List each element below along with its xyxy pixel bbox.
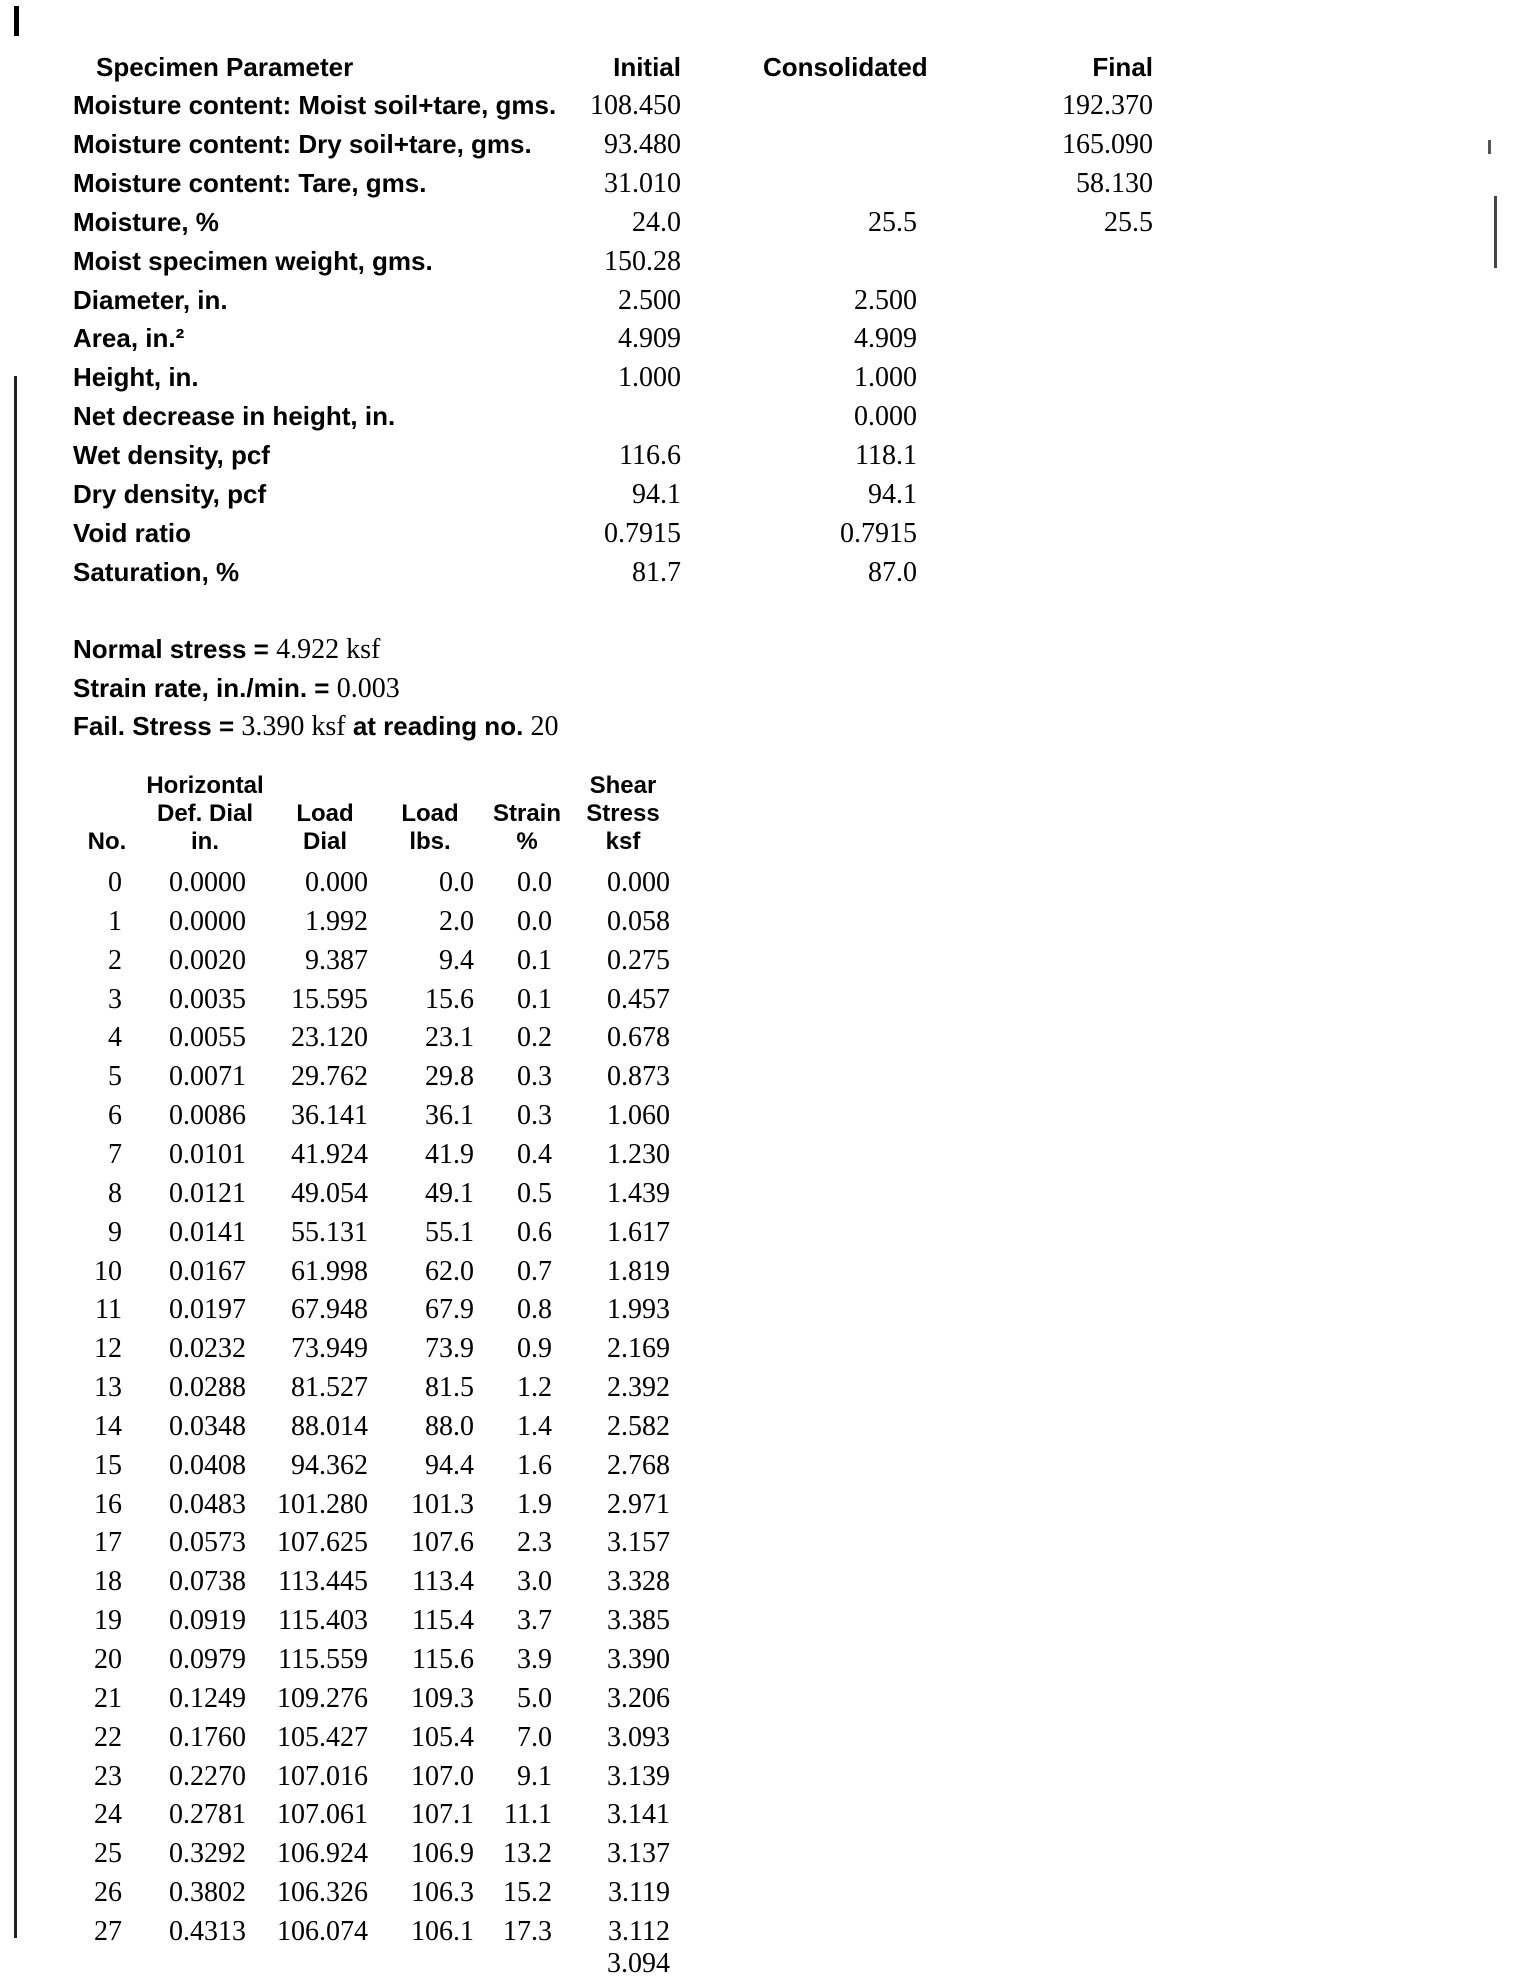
table-row — [0, 1605, 1528, 1643]
specimen-consolidated-value: 87.0 — [868, 556, 917, 588]
specimen-row — [0, 323, 1528, 361]
reading-strain: 9.1 — [517, 1760, 552, 1792]
specimen-label: Diameter, in. — [73, 284, 228, 315]
reading-shear-stress: 3.093 — [607, 1721, 670, 1753]
reading-shear-stress: 3.328 — [607, 1566, 670, 1598]
reading-shear-stress: 1.230 — [607, 1138, 670, 1170]
reading-load-dial: 81.527 — [291, 1372, 368, 1404]
fail-reading-value: 20 — [530, 711, 559, 742]
reading-load-dial: 61.998 — [291, 1255, 368, 1287]
reading-shear-stress: 3.390 — [607, 1644, 670, 1675]
reading-strain: 0.0 — [517, 905, 552, 937]
reading-shear-stress: 1.617 — [607, 1216, 670, 1248]
reading-horizontal-def: 0.0573 — [169, 1527, 246, 1559]
reading-load-lbs: 9.4 — [439, 944, 474, 976]
reading-no: 22 — [94, 1721, 122, 1753]
reading-no: 2 — [108, 944, 122, 976]
header-no-line1: No. — [87, 828, 127, 855]
header-final: Final — [1092, 52, 1153, 82]
reading-horizontal-def: 0.0979 — [169, 1644, 246, 1675]
specimen-row — [0, 168, 1528, 206]
reading-horizontal-def: 0.0232 — [169, 1333, 246, 1365]
reading-no: 11 — [95, 1294, 122, 1326]
reading-strain: 0.1 — [517, 983, 552, 1015]
reading-strain: 0.5 — [517, 1177, 552, 1209]
table-row — [0, 1761, 1528, 1799]
specimen-initial-value: 94.1 — [632, 479, 681, 510]
reading-shear-stress: 3.139 — [607, 1760, 670, 1792]
table-row — [0, 1139, 1528, 1177]
reading-shear-stress: 0.000 — [607, 867, 670, 898]
reading-load-lbs: 15.6 — [425, 983, 474, 1015]
reading-no: 0 — [108, 867, 122, 898]
reading-shear-stress: 2.768 — [607, 1449, 670, 1481]
reading-shear-stress: 1.439 — [607, 1177, 670, 1209]
specimen-row — [0, 285, 1528, 323]
reading-horizontal-def: 0.0000 — [169, 867, 246, 898]
reading-shear-stress: 3.112 — [608, 1915, 670, 1947]
reading-load-dial: 0.000 — [305, 867, 368, 898]
reading-load-dial: 101.280 — [277, 1488, 368, 1520]
reading-load-lbs: 55.1 — [425, 1216, 474, 1248]
reading-load-lbs: 49.1 — [425, 1177, 474, 1209]
reading-shear-stress: 3.385 — [607, 1605, 670, 1637]
reading-horizontal-def: 0.0167 — [169, 1255, 246, 1287]
specimen-row — [0, 440, 1528, 478]
specimen-consolidated-value: 25.5 — [868, 206, 917, 238]
table-row — [0, 1644, 1528, 1682]
reading-shear-stress: 3.137 — [607, 1838, 670, 1870]
specimen-initial-value: 0.7915 — [604, 517, 681, 549]
specimen-initial-value: 2.500 — [618, 284, 681, 316]
reading-horizontal-def: 0.0483 — [169, 1488, 246, 1520]
reading-horizontal-def: 0.0020 — [169, 944, 246, 976]
table-row — [0, 1722, 1528, 1760]
strain-rate-label: Strain rate, in./min. = — [73, 673, 337, 703]
reading-strain: 0.1 — [517, 944, 552, 976]
table-row — [0, 1411, 1528, 1449]
reading-load-dial: 109.276 — [277, 1682, 368, 1714]
reading-shear-stress: 1.060 — [607, 1100, 670, 1132]
specimen-initial-value: 93.480 — [604, 128, 681, 160]
reading-shear-stress: 3.141 — [607, 1799, 670, 1831]
specimen-consolidated-value: 118.1 — [855, 440, 917, 472]
specimen-row — [0, 362, 1528, 400]
reading-load-dial: 49.054 — [291, 1177, 368, 1209]
reading-load-dial: 41.924 — [291, 1138, 368, 1170]
reading-no: 16 — [94, 1488, 122, 1520]
reading-strain: 15.2 — [503, 1877, 552, 1909]
table-row — [0, 906, 1528, 944]
fail-reading-label: at reading no. — [345, 711, 531, 741]
header-shear-line1: Shear — [589, 772, 657, 799]
reading-load-dial: 115.559 — [278, 1644, 368, 1675]
reading-no: 9 — [108, 1216, 122, 1248]
table-row — [0, 1838, 1528, 1876]
specimen-final-value: 58.130 — [1076, 167, 1153, 199]
reading-no: 3 — [108, 983, 122, 1015]
reading-shear-stress: 0.873 — [607, 1061, 670, 1093]
specimen-initial-value: 24.0 — [632, 206, 681, 238]
reading-horizontal-def: 0.0101 — [169, 1138, 246, 1170]
header-loadlbs-line2: lbs. — [409, 828, 451, 855]
reading-horizontal-def: 0.2781 — [169, 1799, 246, 1831]
specimen-label: Dry density, pcf — [73, 479, 267, 509]
reading-horizontal-def: 0.0197 — [169, 1294, 246, 1326]
summary-normal-stress — [73, 634, 380, 666]
reading-shear-stress: 2.392 — [607, 1372, 670, 1404]
header-hdef-line2: Def. Dial — [156, 800, 254, 827]
reading-load-lbs: 73.9 — [425, 1333, 474, 1365]
reading-no: 19 — [94, 1605, 122, 1637]
specimen-initial-value: 108.450 — [590, 90, 681, 121]
specimen-row — [0, 518, 1528, 556]
table-row — [0, 1061, 1528, 1099]
reading-no: 25 — [94, 1838, 122, 1870]
reading-load-lbs: 29.8 — [425, 1061, 474, 1093]
reading-shear-stress: 2.582 — [607, 1410, 670, 1442]
header-shear-stress — [578, 772, 668, 856]
reading-load-lbs: 94.4 — [425, 1449, 474, 1481]
reading-load-dial: 94.362 — [291, 1449, 368, 1481]
reading-strain: 0.7 — [517, 1255, 552, 1287]
reading-load-lbs: 0.0 — [439, 867, 474, 898]
reading-horizontal-def: 0.3292 — [169, 1838, 246, 1870]
reading-load-lbs: 109.3 — [411, 1682, 474, 1714]
reading-strain: 5.0 — [517, 1682, 552, 1714]
reading-horizontal-def: 0.0738 — [169, 1566, 246, 1598]
specimen-label: Moisture content: Dry soil+tare, gms. — [73, 128, 532, 159]
reading-load-lbs: 41.9 — [425, 1138, 474, 1170]
specimen-row — [0, 207, 1528, 245]
specimen-row — [0, 557, 1528, 595]
reading-load-lbs: 115.6 — [412, 1644, 474, 1675]
header-no — [82, 828, 132, 856]
reading-no: 26 — [94, 1877, 122, 1909]
table-row — [0, 1333, 1528, 1371]
specimen-row — [0, 246, 1528, 284]
reading-no: 5 — [108, 1061, 122, 1093]
reading-horizontal-def: 0.0919 — [169, 1605, 246, 1637]
reading-no: 21 — [94, 1682, 122, 1714]
reading-no: 20 — [94, 1644, 122, 1675]
specimen-label: Wet density, pcf — [73, 440, 270, 471]
reading-no: 27 — [94, 1915, 122, 1947]
header-hdef-line3: in. — [191, 828, 219, 855]
specimen-row — [0, 90, 1528, 128]
reading-load-lbs: 88.0 — [425, 1410, 474, 1442]
table-row — [0, 1294, 1528, 1332]
reading-load-dial: 106.074 — [277, 1915, 368, 1947]
reading-horizontal-def: 0.3802 — [169, 1877, 246, 1909]
specimen-consolidated-value: 0.000 — [854, 401, 917, 433]
reading-load-lbs: 107.6 — [411, 1527, 474, 1559]
reading-load-dial: 67.948 — [291, 1294, 368, 1326]
reading-no: 17 — [94, 1527, 122, 1559]
header-loadlbs-line1: Load — [401, 800, 459, 827]
specimen-label: Saturation, % — [73, 556, 240, 587]
reading-load-dial: 23.120 — [291, 1022, 368, 1054]
reading-strain: 0.0 — [517, 867, 552, 898]
reading-strain: 0.9 — [517, 1333, 552, 1365]
reading-strain: 1.9 — [517, 1488, 552, 1520]
trailing-shear-value: 3.094 — [607, 1948, 670, 1979]
reading-load-lbs: 101.3 — [411, 1488, 474, 1520]
table-row — [0, 1217, 1528, 1255]
table-row — [0, 1527, 1528, 1565]
table-row — [0, 1372, 1528, 1410]
reading-load-dial: 115.403 — [278, 1605, 368, 1637]
reading-load-dial: 15.595 — [291, 983, 368, 1015]
table-row — [0, 1799, 1528, 1837]
specimen-final-value: 25.5 — [1104, 206, 1153, 238]
reading-load-dial: 29.762 — [291, 1061, 368, 1093]
reading-strain: 2.3 — [517, 1527, 552, 1559]
reading-shear-stress: 0.457 — [607, 983, 670, 1015]
reading-load-lbs: 106.1 — [411, 1915, 474, 1947]
reading-load-dial: 107.016 — [277, 1760, 368, 1792]
table-row — [0, 1450, 1528, 1488]
header-loaddial-line1: Load — [296, 800, 354, 827]
reading-strain: 13.2 — [503, 1838, 552, 1870]
header-shear-line3: ksf — [605, 828, 641, 855]
header-strain-line1: Strain — [492, 800, 561, 827]
specimen-label: Moist specimen weight, gms. — [73, 245, 433, 276]
specimen-consolidated-value: 0.7915 — [840, 517, 917, 549]
reading-load-dial: 9.387 — [305, 944, 368, 976]
header-consolidated: Consolidated — [763, 52, 928, 82]
summary-strain-rate — [73, 673, 400, 705]
specimen-label: Net decrease in height, in. — [73, 401, 396, 432]
reading-strain: 3.7 — [517, 1605, 552, 1637]
reading-no: 4 — [108, 1022, 122, 1054]
reading-no: 1 — [108, 905, 122, 937]
reading-horizontal-def: 0.0000 — [169, 905, 246, 937]
reading-strain: 11.1 — [504, 1799, 552, 1831]
reading-load-lbs: 81.5 — [425, 1372, 474, 1404]
reading-load-dial: 73.949 — [291, 1333, 368, 1365]
reading-no: 13 — [94, 1372, 122, 1404]
reading-shear-stress: 1.993 — [607, 1294, 670, 1326]
reading-load-lbs: 106.3 — [411, 1877, 474, 1909]
header-strain-line2: % — [516, 828, 538, 855]
reading-horizontal-def: 0.1760 — [169, 1721, 246, 1753]
header-horizontal-def-dial — [135, 772, 275, 856]
reading-no: 6 — [108, 1100, 122, 1132]
specimen-initial-value: 4.909 — [618, 323, 681, 355]
specimen-initial-value: 1.000 — [618, 362, 681, 394]
table-row — [0, 1178, 1528, 1216]
scan-mark-top-left — [14, 6, 19, 36]
reading-load-dial: 107.061 — [277, 1799, 368, 1831]
reading-no: 18 — [94, 1566, 122, 1598]
reading-load-dial: 106.924 — [277, 1838, 368, 1870]
specimen-row — [0, 401, 1528, 439]
specimen-label: Moisture, % — [73, 206, 219, 237]
reading-load-lbs: 107.0 — [411, 1760, 474, 1792]
specimen-initial-value: 116.6 — [619, 440, 681, 472]
specimen-label: Height, in. — [73, 362, 199, 393]
table-row — [0, 945, 1528, 983]
table-row — [0, 1100, 1528, 1138]
normal-stress-label: Normal stress = — [73, 634, 277, 664]
table-row — [0, 1566, 1528, 1604]
reading-load-lbs: 105.4 — [411, 1721, 474, 1753]
reading-load-lbs: 67.9 — [425, 1294, 474, 1326]
specimen-label: Moisture content: Moist soil+tare, gms. — [73, 90, 557, 120]
reading-load-dial: 106.326 — [277, 1877, 368, 1909]
reading-shear-stress: 2.169 — [607, 1333, 670, 1365]
reading-no: 24 — [94, 1799, 122, 1831]
reading-load-lbs: 2.0 — [439, 905, 474, 937]
reading-load-lbs: 113.4 — [412, 1566, 474, 1598]
reading-shear-stress: 0.058 — [607, 905, 670, 937]
normal-stress-value: 4.922 ksf — [276, 634, 381, 665]
specimen-consolidated-value: 2.500 — [854, 284, 917, 316]
reading-no: 23 — [94, 1760, 122, 1792]
table-row — [0, 1877, 1528, 1915]
reading-shear-stress: 0.275 — [607, 944, 670, 976]
specimen-consolidated-value: 94.1 — [868, 479, 917, 510]
reading-no: 15 — [94, 1449, 122, 1481]
reading-load-dial: 55.131 — [291, 1216, 368, 1248]
reading-strain: 1.4 — [517, 1410, 552, 1442]
reading-horizontal-def: 0.4313 — [169, 1915, 246, 1947]
reading-load-lbs: 106.9 — [411, 1838, 474, 1870]
reading-no: 8 — [108, 1177, 122, 1209]
reading-strain: 0.6 — [517, 1216, 552, 1248]
reading-shear-stress: 3.119 — [608, 1877, 670, 1909]
fail-stress-label: Fail. Stress = — [73, 711, 242, 741]
reading-horizontal-def: 0.0055 — [169, 1022, 246, 1054]
reading-horizontal-def: 0.0035 — [169, 983, 246, 1015]
reading-shear-stress: 0.678 — [607, 1022, 670, 1054]
reading-strain: 1.6 — [517, 1449, 552, 1481]
reading-strain: 3.0 — [517, 1566, 552, 1598]
reading-no: 7 — [108, 1138, 122, 1170]
reading-horizontal-def: 0.0086 — [169, 1100, 246, 1132]
reading-horizontal-def: 0.0121 — [169, 1177, 246, 1209]
header-specimen-parameter: Specimen Parameter — [96, 52, 354, 82]
reading-horizontal-def: 0.1249 — [169, 1682, 246, 1714]
reading-strain: 0.2 — [517, 1022, 552, 1054]
reading-load-dial: 113.445 — [278, 1566, 368, 1598]
specimen-final-value: 165.090 — [1062, 128, 1153, 160]
summary-fail-stress — [73, 711, 559, 743]
reading-load-dial: 107.625 — [277, 1527, 368, 1559]
reading-strain: 7.0 — [517, 1721, 552, 1753]
header-shear-line2: Stress — [586, 800, 660, 827]
reading-strain: 0.3 — [517, 1100, 552, 1132]
header-hdef-line1: Horizontal — [146, 772, 264, 799]
header-load-lbs — [390, 800, 470, 856]
reading-shear-stress: 3.206 — [607, 1682, 670, 1714]
reading-load-lbs: 62.0 — [425, 1255, 474, 1287]
reading-strain: 1.2 — [517, 1372, 552, 1404]
table-row — [0, 1022, 1528, 1060]
reading-load-lbs: 23.1 — [425, 1022, 474, 1054]
table-row — [0, 1683, 1528, 1721]
header-initial: Initial — [613, 52, 681, 82]
reading-load-dial: 36.141 — [291, 1100, 368, 1132]
specimen-table-header — [0, 52, 1528, 88]
reading-strain: 0.3 — [517, 1061, 552, 1093]
reading-shear-stress: 2.971 — [607, 1488, 670, 1520]
reading-strain: 3.9 — [517, 1644, 552, 1675]
table-row — [0, 984, 1528, 1022]
specimen-label: Moisture content: Tare, gms. — [73, 167, 427, 198]
reading-load-lbs: 115.4 — [412, 1605, 474, 1637]
reading-horizontal-def: 0.2270 — [169, 1760, 246, 1792]
reading-load-lbs: 107.1 — [411, 1799, 474, 1831]
reading-strain: 17.3 — [503, 1915, 552, 1947]
reading-load-dial: 1.992 — [305, 905, 368, 937]
reading-horizontal-def: 0.0141 — [169, 1216, 246, 1248]
reading-load-dial: 105.427 — [277, 1721, 368, 1753]
reading-horizontal-def: 0.0288 — [169, 1372, 246, 1404]
header-load-dial — [285, 800, 365, 856]
reading-no: 12 — [94, 1333, 122, 1365]
table-row — [0, 1256, 1528, 1294]
specimen-final-value: 192.370 — [1062, 90, 1153, 121]
header-loaddial-line2: Dial — [302, 828, 347, 855]
strain-rate-value: 0.003 — [336, 673, 400, 704]
specimen-initial-value: 150.28 — [604, 245, 681, 277]
specimen-row — [0, 479, 1528, 517]
readings-trailing-row — [0, 1948, 1528, 1986]
reading-strain: 0.8 — [517, 1294, 552, 1326]
specimen-label: Void ratio — [73, 517, 191, 548]
specimen-initial-value: 31.010 — [604, 167, 681, 199]
fail-stress-value: 3.390 ksf — [241, 711, 346, 742]
reading-horizontal-def: 0.0348 — [169, 1410, 246, 1442]
reading-horizontal-def: 0.0071 — [169, 1061, 246, 1093]
reading-shear-stress: 1.819 — [607, 1255, 670, 1287]
reading-no: 14 — [94, 1410, 122, 1442]
reading-shear-stress: 3.157 — [607, 1527, 670, 1559]
specimen-initial-value: 81.7 — [632, 556, 681, 588]
specimen-consolidated-value: 1.000 — [854, 362, 917, 394]
table-row — [0, 1489, 1528, 1527]
specimen-row — [0, 129, 1528, 167]
table-row — [0, 867, 1528, 905]
reading-load-lbs: 36.1 — [425, 1100, 474, 1132]
specimen-label: Area, in.² — [73, 323, 185, 354]
specimen-consolidated-value: 4.909 — [854, 323, 917, 355]
header-strain — [482, 800, 572, 856]
reading-horizontal-def: 0.0408 — [169, 1449, 246, 1481]
reading-no: 10 — [94, 1255, 122, 1287]
reading-load-dial: 88.014 — [291, 1410, 368, 1442]
reading-strain: 0.4 — [517, 1138, 552, 1170]
